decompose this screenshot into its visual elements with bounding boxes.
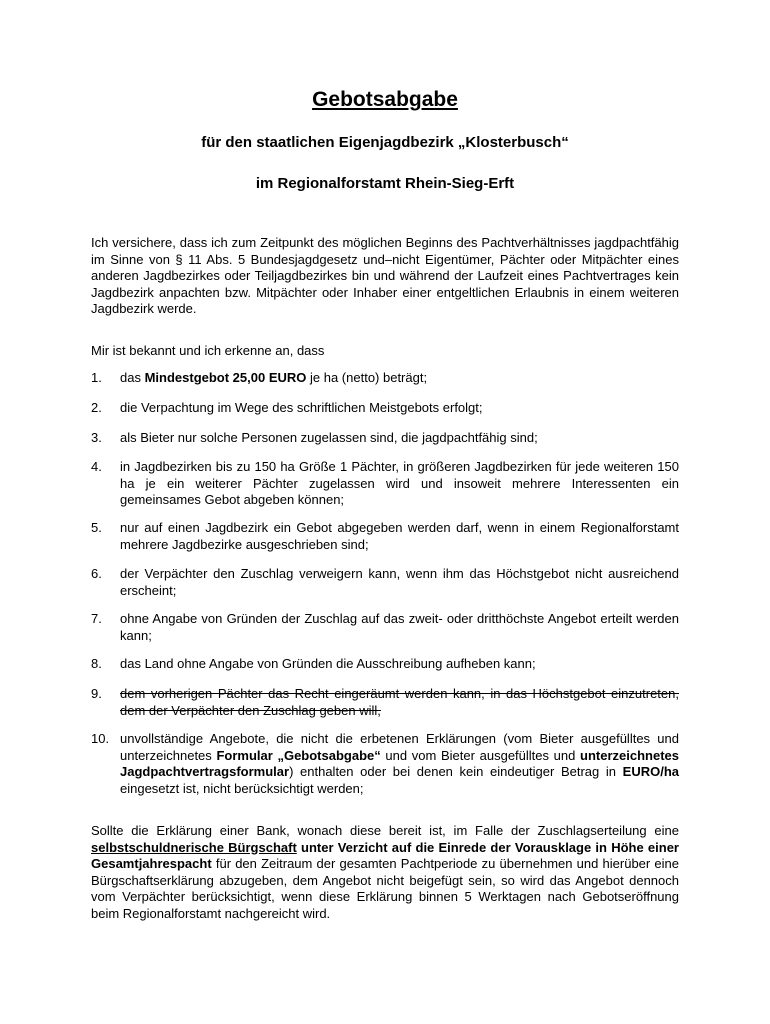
list-item-number: 1. (91, 370, 102, 385)
subtitle-forestry-office: im Regionalforstamt Rhein-Sieg-Erft (255, 175, 515, 192)
list-item-number: 3. (91, 430, 102, 445)
list-item-text-part: und vom Bieter ausgefülltes und (380, 747, 581, 763)
list-item-number: 7. (91, 611, 102, 626)
guarantee-type-highlight (91, 840, 297, 855)
list-item (91, 430, 679, 447)
list-item-number: 4. (91, 459, 102, 474)
list-item (91, 520, 679, 553)
paragraph-text-part: Sollte die Erklärung einer Bank, wonach diese bereit ist, im Falle der Zuschlagserteilung eine (91, 823, 679, 838)
list-item-text: der Verpächter den Zuschlag verweigern kann, wenn ihm das Höchstgebot nicht ausreichend erscheint; (120, 566, 679, 598)
list-item (91, 566, 679, 599)
list-item-text: dem vorherigen Pächter das Recht eingeräumt werden kann, in das Höchstgebot einzutreten, dem der Verpächter den Zuschlag geben will, (120, 686, 679, 718)
lease-form-highlight: unterzeichnetes Jagdpachtvertragsformular (120, 747, 680, 779)
list-item-text-part: je ha (netto) beträgt; (306, 370, 428, 385)
guarantee-type-underlined: selbstschuldnerische Bürgschaft (91, 839, 297, 855)
minimum-bid-highlight: Mindestgebot 25,00 EURO (144, 370, 307, 385)
list-item-number: 8. (91, 656, 102, 671)
list-item (91, 611, 679, 644)
unit-highlight: EURO/ha (622, 764, 679, 779)
list-item-text-part: ) enthalten oder bei denen kein eindeutiger Betrag in (289, 764, 623, 779)
list-item (91, 400, 679, 417)
list-item (91, 731, 679, 797)
declaration-paragraph: Ich versichere, dass ich zum Zeitpunkt des möglichen Beginns des Pachtverhältnisses jagdpachtfähig im Sinne von § 11 Abs. 5 Bundesjagdgesetz und–nicht Eigentümer, Pächter oder Mitpächter eines anderen Jagdbezirkes oder Teiljagdbezirkes bin und während der Laufzeit eines Pachtvertrages kein Jagdbezirk anpachten bzw. Mitpächter oder Inhaber einer entgeltlichen Erlaubnis in einem weiteren Jagdbezirk werde. (91, 235, 679, 316)
acknowledgement-lead: Mir ist bekannt und ich erkenne an, dass (91, 343, 325, 358)
list-item-text (120, 370, 679, 387)
form-name-highlight: Formular „Gebotsabgabe“ (216, 747, 381, 763)
list-item-text: als Bieter nur solche Personen zugelassen sind, die jagdpachtfähig sind; (120, 430, 538, 445)
list-item-text-part: eingesetzt ist, nicht berücksichtigt werden; (120, 780, 364, 796)
paragraph-text-part: für den Zeitraum der gesamten Pachtperiode zu übernehmen und hierüber eine Bürgschaftserklärung abzugeben, dem Angebot nicht beigefügt sein, so wird das Angebot dennoch vom Verpächter berücksichtigt, wenn diese Erklärung binnen 5 Werktagen nach Gebotseröffnung beim Regionalforstamt nachgereicht wird. (91, 856, 679, 921)
list-item-number: 6. (91, 566, 102, 581)
list-item-number: 9. (91, 686, 102, 701)
guarantee-condition-highlight: unter Verzicht auf die Einrede der Vorausklage in Höhe einer Gesamtjahrespacht (91, 839, 679, 871)
list-item-text: die Verpachtung im Wege des schriftlichen Meistgebots erfolgt; (120, 400, 483, 415)
list-item-text: das Land ohne Angabe von Gründen die Ausschreibung aufheben kann; (120, 656, 536, 671)
document-title: Gebotsabgabe (312, 88, 458, 111)
list-item (91, 370, 679, 387)
list-item (91, 656, 679, 673)
list-item-text: ohne Angabe von Gründen der Zuschlag auf das zweit- oder dritthöchste Angebot erteilt werden kann; (120, 611, 679, 643)
list-item-number: 2. (91, 400, 102, 415)
list-item-number: 5. (91, 520, 102, 535)
list-item-text-part: unvollständige Angebote, die nicht die erbetenen Erklärungen (vom Bieter ausgefülltes und unterzeichnetes (120, 731, 679, 763)
list-item-text: in Jagdbezirken bis zu 150 ha Größe 1 Pächter, in größeren Jagdbezirken für jede weiteren 150 ha je ein weiterer Pächter zugelassen wird und insoweit mehrere Interessenten ein gemeinsames Gebot abgeben können; (120, 459, 679, 507)
list-item-text-part: das (120, 370, 145, 385)
list-item-text: nur auf einen Jagdbezirk ein Gebot abgegeben werden darf, wenn in einem Regionalforstamt mehrere Jagdbezirke ausgeschrieben sind; (120, 520, 679, 552)
subtitle-hunting-district: für den staatlichen Eigenjagdbezirk „Klosterbusch“ (201, 134, 569, 151)
guarantee-paragraph (91, 823, 679, 922)
list-item-struck (91, 686, 679, 719)
list-item-number: 10. (91, 731, 110, 746)
list-item (91, 459, 679, 509)
list-item-text (120, 731, 679, 797)
